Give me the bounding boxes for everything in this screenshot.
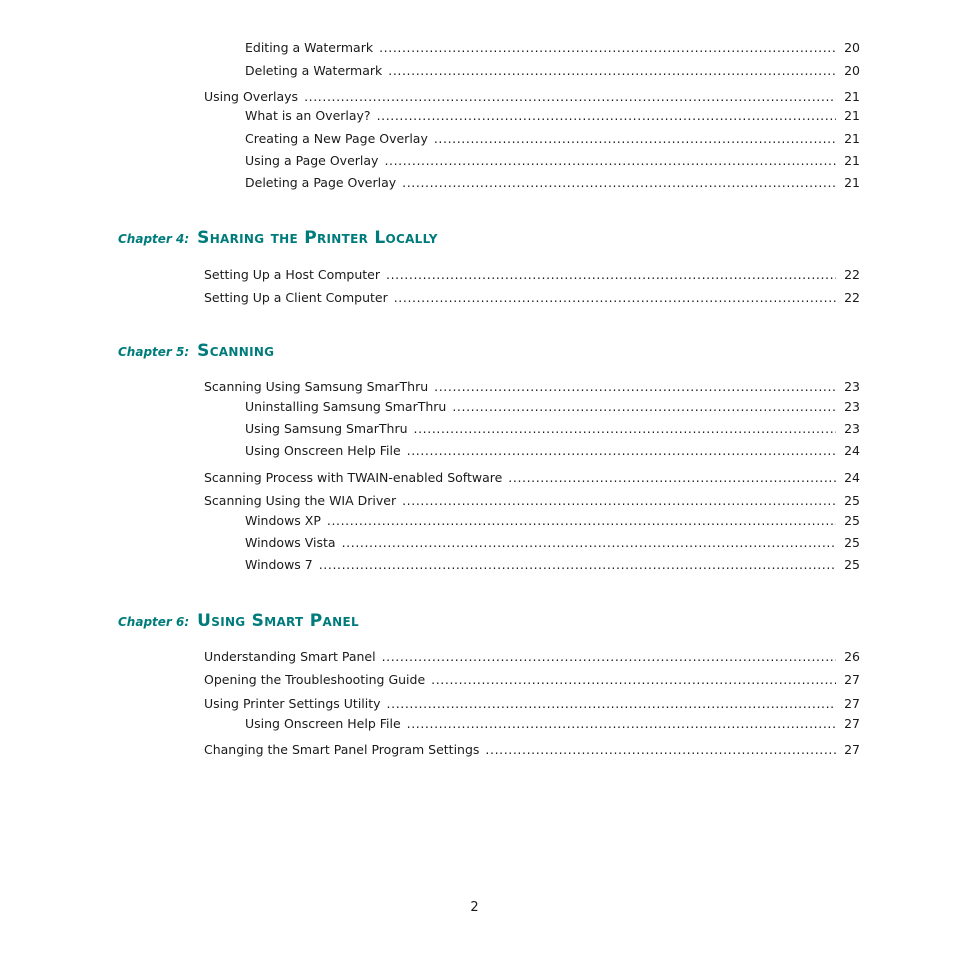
toc-entry[interactable] [245,513,860,529]
toc-entry-page: 27 [844,672,860,687]
toc-entry-page: 27 [844,742,860,757]
leader-dots [434,379,836,395]
toc-entry-title: Deleting a Page Overlay [245,175,397,190]
toc-entry-title: Changing the Smart Panel Program Settings [204,742,480,757]
toc-entry-page: 20 [844,40,860,55]
leader-dots [304,89,836,105]
toc-entry[interactable] [204,267,860,283]
toc-entry-title: Scanning Process with TWAIN-enabled Software [204,470,503,485]
chapter-label: Chapter 4: [118,232,190,246]
chapter-label: Chapter 6: [118,615,190,629]
toc-entry-title: Understanding Smart Panel [204,649,376,664]
toc-entry[interactable] [245,175,860,191]
toc-entry[interactable] [245,716,860,732]
toc-entry[interactable] [204,649,860,665]
toc-entry[interactable] [245,108,860,124]
leader-dots [407,716,836,732]
toc-entry[interactable] [204,290,860,306]
toc-entry[interactable] [204,470,860,486]
toc-entry-title: Windows XP [245,513,321,528]
toc-entry-page: 27 [844,716,860,731]
leader-dots [382,649,837,665]
toc-entry-title: Windows 7 [245,557,313,572]
leader-dots [407,443,836,459]
leader-dots [387,696,837,712]
toc-entry-page: 23 [844,399,860,414]
leader-dots [508,470,836,486]
toc-entry[interactable] [245,535,860,551]
leader-dots [384,153,836,169]
toc-entry-title: Setting Up a Host Computer [204,267,380,282]
page-number: 2 [470,900,479,915]
chapter-label: Chapter 5: [118,345,190,359]
leader-dots [386,267,836,283]
chapter-title[interactable]: Scanning [197,341,275,361]
toc-entry-page: 24 [844,443,860,458]
toc-entry-title: Using Onscreen Help File [245,716,401,731]
toc-entry[interactable] [245,63,860,79]
toc-entry-page: 22 [844,290,860,305]
leader-dots [319,557,836,573]
leader-dots [485,742,836,758]
leader-dots [388,63,836,79]
toc-entry-title: Using Samsung SmarThru [245,421,408,436]
toc-entry-title: Using Onscreen Help File [245,443,401,458]
toc-entry-page: 21 [844,131,860,146]
leader-dots [327,513,836,529]
toc-entry[interactable] [245,399,860,415]
leader-dots [431,672,836,688]
toc-entry-title: What is an Overlay? [245,108,371,123]
toc-entry-title: Windows Vista [245,535,336,550]
toc-entry-page: 21 [844,153,860,168]
toc-entry-page: 23 [844,379,860,394]
toc-entry-title: Creating a New Page Overlay [245,131,428,146]
chapter-heading [118,611,359,635]
leader-dots [379,40,836,56]
toc-entry-title: Using Overlays [204,89,299,104]
chapter-heading [118,341,274,365]
toc-entry-page: 23 [844,421,860,436]
toc-entry-title: Uninstalling Samsung SmarThru [245,399,447,414]
toc-entry[interactable] [204,379,860,395]
toc-entry-title: Setting Up a Client Computer [204,290,388,305]
toc-entry-page: 25 [844,535,860,550]
toc-entry-title: Scanning Using the WIA Driver [204,493,397,508]
toc-entry-page: 25 [844,513,860,528]
toc-entry-page: 25 [844,493,860,508]
toc-entry[interactable] [204,493,860,509]
toc-entry-page: 25 [844,557,860,572]
toc-entry-title: Deleting a Watermark [245,63,383,78]
leader-dots [394,290,836,306]
toc-entry-page: 24 [844,470,860,485]
toc-entry-page: 21 [844,175,860,190]
toc-entry[interactable] [245,443,860,459]
toc-entry-page: 26 [844,649,860,664]
leader-dots [414,421,837,437]
toc-entry[interactable] [245,131,860,147]
toc-entry-page: 21 [844,89,860,104]
toc-entry-title: Scanning Using Samsung SmarThru [204,379,429,394]
toc-entry-title: Opening the Troubleshooting Guide [204,672,426,687]
toc-entry-page: 20 [844,63,860,78]
chapter-title[interactable]: Using Smart Panel [197,611,359,631]
toc-entry[interactable] [204,742,860,758]
toc-entry-page: 27 [844,696,860,711]
toc-entry-page: 21 [844,108,860,123]
toc-entry[interactable] [245,421,860,437]
leader-dots [342,535,836,551]
toc-entry[interactable] [204,89,860,105]
toc-entry-title: Using a Page Overlay [245,153,379,168]
toc-entry[interactable] [245,153,860,169]
toc-entry-title: Editing a Watermark [245,40,374,55]
toc-entry-title: Using Printer Settings Utility [204,696,381,711]
toc-entry-page: 22 [844,267,860,282]
chapter-title[interactable]: Sharing the Printer Locally [197,228,438,248]
leader-dots [402,175,836,191]
leader-dots [434,131,836,147]
chapter-heading [118,228,438,252]
toc-entry[interactable] [245,40,860,56]
toc-entry[interactable] [204,672,860,688]
leader-dots [402,493,836,509]
leader-dots [452,399,836,415]
leader-dots [377,108,837,124]
toc-entry[interactable] [204,696,860,712]
toc-entry[interactable] [245,557,860,573]
